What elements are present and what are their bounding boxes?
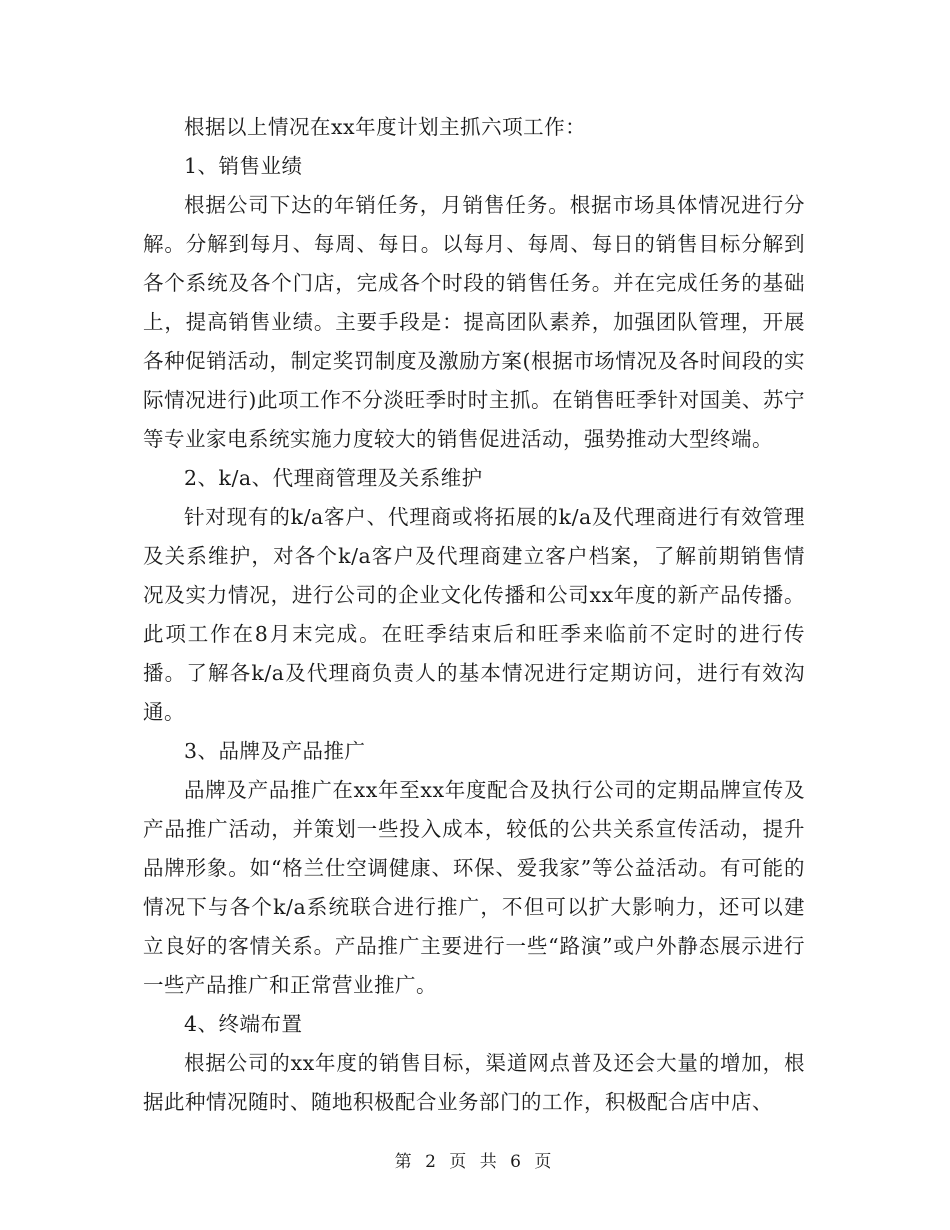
document-body <box>143 108 805 1122</box>
page-number-footer: 第 2 页 共 6 页 <box>394 1152 556 1172</box>
paragraph-brand: 品牌及产品推广在xx年至xx年度配合及执行公司的定期品牌宣传及产品推广活动，并策划一些投入成本，较低的公共关系宣传活动，提升品牌形象。如“格兰仕空调健康、环保、爱我家”等公益活动。有可能的情况下与各个k/a系统联合进行推广，不但可以扩大影响力，还可以建立良好的客情关系。产品推广主要进行一些“路演”或户外静态展示进行一些产品推广和正常营业推广。 <box>143 778 805 997</box>
section-heading-ka-agents: 2、k/a、代理商管理及关系维护 <box>184 466 483 490</box>
paragraph-terminal: 根据公司的xx年度的销售目标，渠道网点普及还会大量的增加，根据此种情况随时、随地积极配合业务部门的工作，积极配合店中店、 <box>143 1051 805 1114</box>
intro-paragraph: 根据以上情况在xx年度计划主抓六项工作： <box>184 115 587 139</box>
paragraph-sales: 根据公司下达的年销任务，月销售任务。根据市场具体情况进行分解。分解到每月、每周、每日。以每月、每周、每日的销售目标分解到各个系统及各个门店，完成各个时段的销售任务。并在完成任务的基础上，提高销售业绩。主要手段是：提高团队素养，加强团队管理，开展各种促销活动，制定奖罚制度及激励方案(根据市场情况及各时间段的实际情况进行)此项工作不分淡旺季时时主抓。在销售旺季针对国美、苏宁等专业家电系统实施力度较大的销售促进活动，强势推动大型终端。 <box>143 193 805 451</box>
section-heading-terminal: 4、终端布置 <box>184 1012 303 1036</box>
paragraph-ka-agents: 针对现有的k/a客户、代理商或将拓展的k/a及代理商进行有效管理及关系维护，对各个k/a客户及代理商建立客户档案，了解前期销售情况及实力情况，进行公司的企业文化传播和公司xx年度的新产品传播。此项工作在8月末完成。在旺季结束后和旺季来临前不定时的进行传播。了解各k/a及代理商负责人的基本情况进行定期访问，进行有效沟通。 <box>143 505 805 724</box>
section-heading-brand: 3、品牌及产品推广 <box>184 739 366 763</box>
section-heading-sales: 1、销售业绩 <box>184 154 303 178</box>
